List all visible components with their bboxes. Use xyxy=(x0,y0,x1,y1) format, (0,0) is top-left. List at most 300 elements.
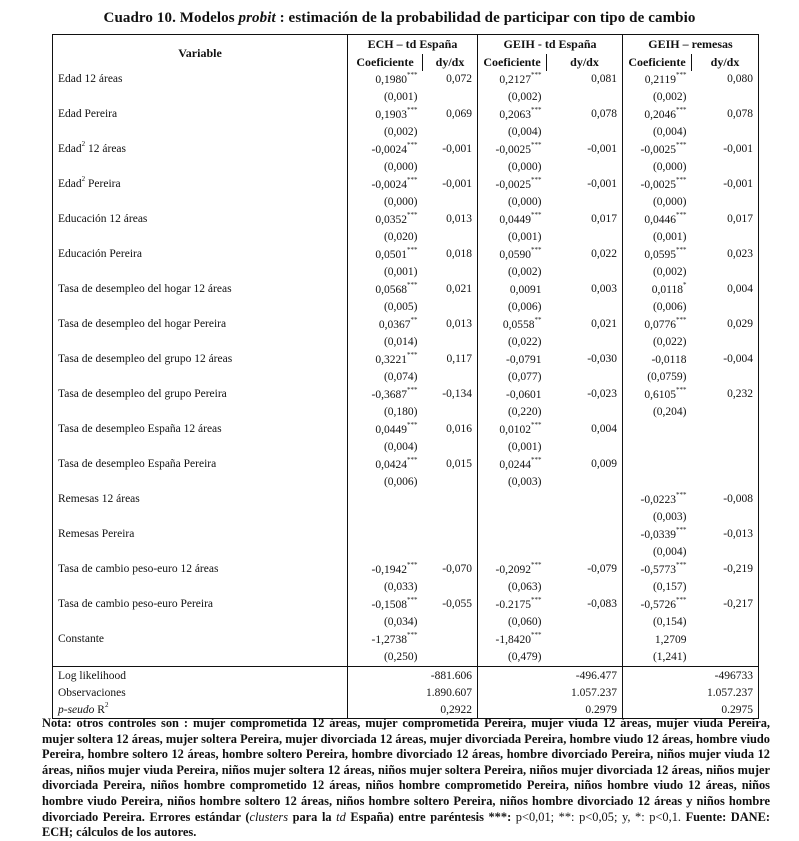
table-row xyxy=(53,246,759,263)
std-error-cell: (0,004) xyxy=(383,441,418,453)
significance-stars: ** xyxy=(410,315,418,324)
coefficient-cell xyxy=(623,421,692,438)
marginal-effect-cell: -0,001 xyxy=(547,176,623,211)
variable-label-text: Edad Pereira xyxy=(58,108,118,120)
superscript: 2 xyxy=(81,175,86,183)
stats-row xyxy=(53,684,759,701)
table-row xyxy=(53,386,759,403)
coefficient-cell xyxy=(478,176,547,193)
significance-stars: *** xyxy=(531,560,542,569)
table-row xyxy=(53,596,759,613)
variable-label xyxy=(53,421,348,456)
coefficient-cell xyxy=(348,71,423,88)
marginal-effect-cell: 0,232 xyxy=(692,386,759,421)
coefficient-cell xyxy=(478,106,547,123)
stats-value: -496.477 xyxy=(478,667,623,685)
std-error-cell: (0,006) xyxy=(507,301,542,313)
std-error-cell: (0,180) xyxy=(383,406,418,418)
coefficient-cell xyxy=(478,596,547,613)
table-body xyxy=(53,71,759,667)
marginal-effect-cell: 0,078 xyxy=(547,106,623,141)
marginal-effect-cell: 0,017 xyxy=(547,211,623,246)
std-error-cell xyxy=(348,508,423,526)
marginal-effect-cell: 0,004 xyxy=(692,281,759,316)
coefficient-cell xyxy=(478,211,547,228)
std-error-cell: (0,004) xyxy=(652,546,687,558)
probit-results-table xyxy=(52,34,759,719)
coefficient-value: 0,0501 xyxy=(375,248,407,261)
table-row xyxy=(53,421,759,438)
marginal-effect-cell: -0,217 xyxy=(692,596,759,631)
coefficient-cell xyxy=(623,596,692,613)
coefficient-cell xyxy=(348,106,423,123)
coefficient-cell xyxy=(348,596,423,613)
coefficient-value: -1,2738 xyxy=(371,633,407,646)
significance-stars: *** xyxy=(531,455,542,464)
coefficient-cell xyxy=(478,456,547,473)
marginal-effect-cell: -0,004 xyxy=(692,351,759,386)
coefficient-cell xyxy=(623,351,692,368)
table-title xyxy=(0,10,799,27)
significance-stars: *** xyxy=(407,455,418,464)
significance-stars: *** xyxy=(407,280,418,289)
variable-label-text: Tasa de cambio peso-euro Pereira xyxy=(58,598,214,610)
note-source: Fuente: DANE: ECH; cálculos de los autores. xyxy=(42,809,771,840)
std-error-cell: (0,063) xyxy=(507,581,542,593)
coefficient-cell xyxy=(623,491,692,508)
marginal-effect-cell: 0,021 xyxy=(423,281,478,316)
coefficient-cell xyxy=(348,281,423,298)
significance-stars: *** xyxy=(531,420,542,429)
table-row xyxy=(53,281,759,298)
marginal-effect-cell: -0,008 xyxy=(692,491,759,526)
variable-label-text: Remesas 12 áreas xyxy=(58,493,140,505)
std-error-cell: (0,001) xyxy=(507,231,542,243)
marginal-effect-cell: 0,023 xyxy=(692,246,759,281)
coefficient-value: 0,0352 xyxy=(375,213,407,226)
marginal-effect-cell: 0,017 xyxy=(692,211,759,246)
coefficient-value: -0,0223 xyxy=(640,493,676,506)
significance-stars: *** xyxy=(531,105,542,114)
marginal-effect-cell: -0,023 xyxy=(547,386,623,421)
std-error-cell: (0,006) xyxy=(652,301,687,313)
std-error-cell xyxy=(623,473,692,491)
table-note xyxy=(42,716,770,841)
coefficient-value: -0,5726 xyxy=(640,598,676,611)
coefficient-cell xyxy=(623,281,692,298)
variable-label xyxy=(53,281,348,316)
marginal-effect-cell: -0,083 xyxy=(547,596,623,631)
coefficient-value: -0,0118 xyxy=(651,353,687,366)
marginal-effect-cell xyxy=(692,631,759,667)
variable-label xyxy=(53,211,348,246)
std-error-cell: (0,000) xyxy=(507,196,542,208)
marginal-effect-cell: -0,079 xyxy=(547,561,623,596)
table-stats xyxy=(53,667,759,719)
std-error-cell: (0,006) xyxy=(383,476,418,488)
variable-label-text: Tasa de desempleo del hogar 12 áreas xyxy=(58,283,232,295)
marginal-effect-cell: 0,013 xyxy=(423,211,478,246)
significance-stars: *** xyxy=(407,350,418,359)
coefficient-cell xyxy=(348,456,423,473)
marginal-effect-cell: 0,022 xyxy=(547,246,623,281)
coefficient-value: 0,0102 xyxy=(499,423,531,436)
significance-stars: *** xyxy=(407,385,418,394)
variable-label-tail: Pereira xyxy=(85,178,121,190)
variable-label xyxy=(53,246,348,281)
coefficient-value: -0.2175 xyxy=(495,598,531,611)
std-error-cell: (0,154) xyxy=(652,616,687,628)
coefficient-cell xyxy=(348,386,423,403)
std-error-cell: (0,002) xyxy=(652,91,687,103)
coefficient-value: 0,0244 xyxy=(499,458,531,471)
coefficient-value: -0,0339 xyxy=(640,528,676,541)
std-error-cell: (0,000) xyxy=(383,161,418,173)
coefficient-cell xyxy=(348,246,423,263)
variable-header: Variable xyxy=(53,35,348,72)
table-row xyxy=(53,526,759,543)
coefficient-value: -1,8420 xyxy=(495,633,531,646)
variable-label-text: Remesas Pereira xyxy=(58,528,135,540)
coefficient-cell xyxy=(478,386,547,403)
significance-stars: *** xyxy=(676,385,687,394)
significance-stars: *** xyxy=(407,630,418,639)
marginal-effect-cell: -0,030 xyxy=(547,351,623,386)
variable-label-text: Tasa de desempleo España Pereira xyxy=(58,458,217,470)
significance-stars: *** xyxy=(676,315,687,324)
table-row xyxy=(53,141,759,158)
stats-label-italic: p-seudo xyxy=(58,703,95,716)
variable-label xyxy=(53,351,348,386)
std-error-cell: (0,000) xyxy=(652,196,687,208)
std-error-cell: (0,000) xyxy=(507,161,542,173)
variable-label-text: Tasa de desempleo del grupo Pereira xyxy=(58,388,227,400)
std-error-cell: (0,033) xyxy=(383,581,418,593)
std-error-cell: (0,001) xyxy=(383,91,418,103)
group-header-geih-remesas: GEIH – remesas xyxy=(623,35,759,55)
std-error-cell: (0,001) xyxy=(383,266,418,278)
significance-stars: *** xyxy=(676,560,687,569)
coefficient-cell xyxy=(348,351,423,368)
header-row-groups xyxy=(53,35,759,55)
coefficient-value: 0,6105 xyxy=(644,388,676,401)
stats-value: 1.057.237 xyxy=(478,684,623,701)
coefficient-value: 0,0590 xyxy=(499,248,531,261)
std-error-cell: (0,020) xyxy=(383,231,418,243)
coefficient-value: 0,1980 xyxy=(375,73,407,86)
significance-stars: *** xyxy=(531,70,542,79)
variable-label-text: Tasa de cambio peso-euro 12 áreas xyxy=(58,563,219,575)
coefficient-value: -0,0024 xyxy=(371,143,407,156)
subcol-header: dy/dx xyxy=(423,54,478,71)
std-error-cell: (0,000) xyxy=(652,161,687,173)
variable-label xyxy=(53,386,348,421)
coefficient-cell xyxy=(348,176,423,193)
significance-stars: *** xyxy=(676,70,687,79)
variable-label xyxy=(53,526,348,561)
coefficient-cell xyxy=(478,561,547,578)
significance-stars: *** xyxy=(407,140,418,149)
note-text: España) entre paréntesis ***: xyxy=(345,809,516,824)
stats-value: 0.2979 xyxy=(478,701,623,719)
coefficient-cell xyxy=(478,316,547,333)
marginal-effect-cell: -0,001 xyxy=(423,141,478,176)
marginal-effect-cell: 0,081 xyxy=(547,71,623,106)
marginal-effect-cell: 0,003 xyxy=(547,281,623,316)
std-error-cell: (0,002) xyxy=(383,126,418,138)
variable-label xyxy=(53,176,348,211)
title-suffix: : estimación de la probabilidad de participar con tipo de cambio xyxy=(275,10,696,26)
note-italic-clusters: clusters xyxy=(249,809,289,824)
variable-label-text: Tasa de desempleo del grupo 12 áreas xyxy=(58,353,233,365)
significance-stars: *** xyxy=(531,245,542,254)
coefficient-value: 0,0367 xyxy=(378,318,411,331)
variable-label-text: Tasa de desempleo del hogar Pereira xyxy=(58,318,227,330)
coefficient-cell xyxy=(348,526,423,543)
std-error-cell: (0,000) xyxy=(383,196,418,208)
subcol-header: Coeficiente xyxy=(623,54,692,71)
significance-stars: *** xyxy=(676,595,687,604)
stats-label xyxy=(53,667,348,685)
significance-stars: *** xyxy=(531,630,542,639)
significance-stars: *** xyxy=(531,140,542,149)
marginal-effect-cell: 0,009 xyxy=(547,456,623,491)
coefficient-cell xyxy=(348,631,423,648)
variable-label-text: Educación Pereira xyxy=(58,248,142,260)
significance-stars: ** xyxy=(534,315,542,324)
std-error-cell: (0,204) xyxy=(652,406,687,418)
marginal-effect-cell xyxy=(692,421,759,456)
significance-stars: *** xyxy=(676,210,687,219)
marginal-effect-cell: -0,219 xyxy=(692,561,759,596)
significance-stars: *** xyxy=(407,420,418,429)
coefficient-cell xyxy=(623,561,692,578)
coefficient-value: 0,0776 xyxy=(644,318,676,331)
marginal-effect-cell: 0,072 xyxy=(423,71,478,106)
coefficient-value: 0,2046 xyxy=(644,108,676,121)
marginal-effect-cell xyxy=(423,631,478,667)
significance-stars: * xyxy=(683,280,687,289)
std-error-cell xyxy=(478,508,547,526)
coefficient-cell xyxy=(478,246,547,263)
coefficient-value: 0,2063 xyxy=(499,108,531,121)
marginal-effect-cell xyxy=(423,491,478,526)
significance-stars: *** xyxy=(407,245,418,254)
std-error-cell: (0,003) xyxy=(652,511,687,523)
variable-label xyxy=(53,631,348,667)
std-error-cell: (0,005) xyxy=(383,301,418,313)
significance-stars: *** xyxy=(407,105,418,114)
coefficient-cell xyxy=(348,421,423,438)
coefficient-value: -0,2092 xyxy=(495,563,531,576)
std-error-cell: (0,002) xyxy=(652,266,687,278)
marginal-effect-cell: 0,078 xyxy=(692,106,759,141)
marginal-effect-cell xyxy=(692,456,759,491)
coefficient-cell xyxy=(623,316,692,333)
stats-value: 0,2922 xyxy=(348,701,478,719)
superscript: 2 xyxy=(81,140,86,148)
coefficient-value: -0,1508 xyxy=(371,598,407,611)
coefficient-value: -0,0025 xyxy=(640,143,676,156)
significance-stars: *** xyxy=(407,175,418,184)
coefficient-value: -0,5773 xyxy=(640,563,676,576)
significance-stars: *** xyxy=(531,175,542,184)
significance-stars: *** xyxy=(676,245,687,254)
std-error-cell: (1,241) xyxy=(652,651,687,663)
variable-label xyxy=(53,316,348,351)
coefficient-cell xyxy=(478,421,547,438)
variable-label xyxy=(53,141,348,176)
coefficient-value: -0,0601 xyxy=(506,388,542,401)
subcol-header: Coeficiente xyxy=(348,54,423,71)
marginal-effect-cell xyxy=(547,491,623,526)
coefficient-cell xyxy=(348,561,423,578)
coefficient-value: 0,2119 xyxy=(644,73,676,86)
coefficient-cell xyxy=(623,211,692,228)
coefficient-cell xyxy=(348,316,423,333)
coefficient-value: -0,3687 xyxy=(371,388,407,401)
std-error-cell: (0,034) xyxy=(383,616,418,628)
coefficient-cell xyxy=(478,526,547,543)
coefficient-value: 0,3221 xyxy=(375,353,407,366)
title-italic: probit xyxy=(238,10,276,26)
subcol-header: Coeficiente xyxy=(478,54,547,71)
std-error-cell: (0,001) xyxy=(652,231,687,243)
coefficient-cell xyxy=(478,491,547,508)
significance-stars: *** xyxy=(676,525,687,534)
coefficient-value: 0,0558 xyxy=(502,318,535,331)
table-row xyxy=(53,71,759,88)
coefficient-cell xyxy=(348,491,423,508)
coefficient-value: 0,0595 xyxy=(644,248,676,261)
marginal-effect-cell: -0,134 xyxy=(423,386,478,421)
variable-label-text: Constante xyxy=(58,633,104,645)
table-row xyxy=(53,456,759,473)
note-text: para la xyxy=(288,809,337,824)
coefficient-cell xyxy=(623,456,692,473)
variable-label xyxy=(53,596,348,631)
significance-stars: *** xyxy=(407,595,418,604)
note-italic-td: td xyxy=(336,809,346,824)
table-row xyxy=(53,211,759,228)
marginal-effect-cell xyxy=(547,526,623,561)
std-error-cell xyxy=(348,543,423,561)
std-error-cell: (0,157) xyxy=(652,581,687,593)
variable-label xyxy=(53,106,348,141)
std-error-cell: (0,002) xyxy=(507,266,542,278)
coefficient-cell xyxy=(623,106,692,123)
coefficient-cell xyxy=(478,631,547,648)
title-prefix: Cuadro 10. Modelos xyxy=(103,10,239,26)
std-error-cell: (0,004) xyxy=(652,126,687,138)
group-header-ech: ECH – td España xyxy=(348,35,478,55)
marginal-effect-cell: -0,001 xyxy=(692,176,759,211)
std-error-cell: (0,004) xyxy=(507,126,542,138)
stats-label-text: R xyxy=(94,703,105,716)
marginal-effect-cell: 0,021 xyxy=(547,316,623,351)
table-row xyxy=(53,106,759,123)
note-significance: p<0,01; **: p<0,05; y, *: p<0,1. xyxy=(515,809,682,824)
variable-label-text: Tasa de desempleo España 12 áreas xyxy=(58,423,222,435)
variable-label-text: Educación 12 áreas xyxy=(58,213,148,225)
stats-value: 0.2975 xyxy=(623,701,759,719)
table-row xyxy=(53,491,759,508)
variable-label xyxy=(53,561,348,596)
marginal-effect-cell xyxy=(547,631,623,667)
coefficient-value: 0,0446 xyxy=(644,213,676,226)
table-row xyxy=(53,351,759,368)
coefficient-cell xyxy=(623,71,692,88)
coefficient-cell xyxy=(623,141,692,158)
std-error-cell: (0,250) xyxy=(383,651,418,663)
marginal-effect-cell: 0,080 xyxy=(692,71,759,106)
coefficient-value: 0,0449 xyxy=(375,423,407,436)
stats-value: 1.890.607 xyxy=(348,684,478,701)
coefficient-value: 0,0091 xyxy=(509,283,542,296)
std-error-cell: (0,014) xyxy=(383,336,418,348)
std-error-cell: (0,479) xyxy=(507,651,542,663)
std-error-cell: (0,022) xyxy=(652,336,687,348)
subcol-header: dy/dx xyxy=(692,54,759,71)
coefficient-value: 0,0449 xyxy=(499,213,531,226)
variable-label-text: Edad xyxy=(58,143,82,155)
marginal-effect-cell: -0,001 xyxy=(547,141,623,176)
coefficient-value: 0,0568 xyxy=(375,283,407,296)
stats-label-text: Observaciones xyxy=(58,686,126,699)
variable-label xyxy=(53,456,348,491)
stats-value: 1.057.237 xyxy=(623,684,759,701)
coefficient-value: 0,0118 xyxy=(651,283,683,296)
stats-value: -496733 xyxy=(623,667,759,685)
significance-stars: *** xyxy=(676,105,687,114)
stats-label-text: Log likelihood xyxy=(58,669,127,682)
coefficient-cell xyxy=(623,526,692,543)
std-error-cell: (0,074) xyxy=(383,371,418,383)
variable-label xyxy=(53,491,348,526)
variable-label-text: Edad 12 áreas xyxy=(58,73,123,85)
coefficient-value: -0,0024 xyxy=(371,178,407,191)
marginal-effect-cell: 0,029 xyxy=(692,316,759,351)
marginal-effect-cell: 0,069 xyxy=(423,106,478,141)
marginal-effect-cell: 0,004 xyxy=(547,421,623,456)
stats-value: -881.606 xyxy=(348,667,478,685)
marginal-effect-cell: -0,055 xyxy=(423,596,478,631)
coefficient-value: 1,2709 xyxy=(654,633,687,646)
marginal-effect-cell: 0,016 xyxy=(423,421,478,456)
coefficient-cell xyxy=(623,246,692,263)
variable-label-tail: 12 áreas xyxy=(85,143,127,155)
marginal-effect-cell: -0,001 xyxy=(692,141,759,176)
coefficient-cell xyxy=(478,351,547,368)
coefficient-cell xyxy=(623,176,692,193)
marginal-effect-cell: -0,070 xyxy=(423,561,478,596)
std-error-cell: (0,022) xyxy=(507,336,542,348)
significance-stars: *** xyxy=(531,210,542,219)
table-row xyxy=(53,631,759,648)
variable-label xyxy=(53,71,348,106)
stats-label xyxy=(53,684,348,701)
marginal-effect-cell xyxy=(423,526,478,561)
superscript: 2 xyxy=(104,700,109,709)
std-error-cell: (0,220) xyxy=(507,406,542,418)
significance-stars: *** xyxy=(676,175,687,184)
subcol-header: dy/dx xyxy=(547,54,623,71)
std-error-cell xyxy=(623,438,692,456)
group-header-geih-td: GEIH - td España xyxy=(478,35,623,55)
table-row xyxy=(53,316,759,333)
coefficient-value: -0,0025 xyxy=(495,178,531,191)
coefficient-cell xyxy=(478,71,547,88)
